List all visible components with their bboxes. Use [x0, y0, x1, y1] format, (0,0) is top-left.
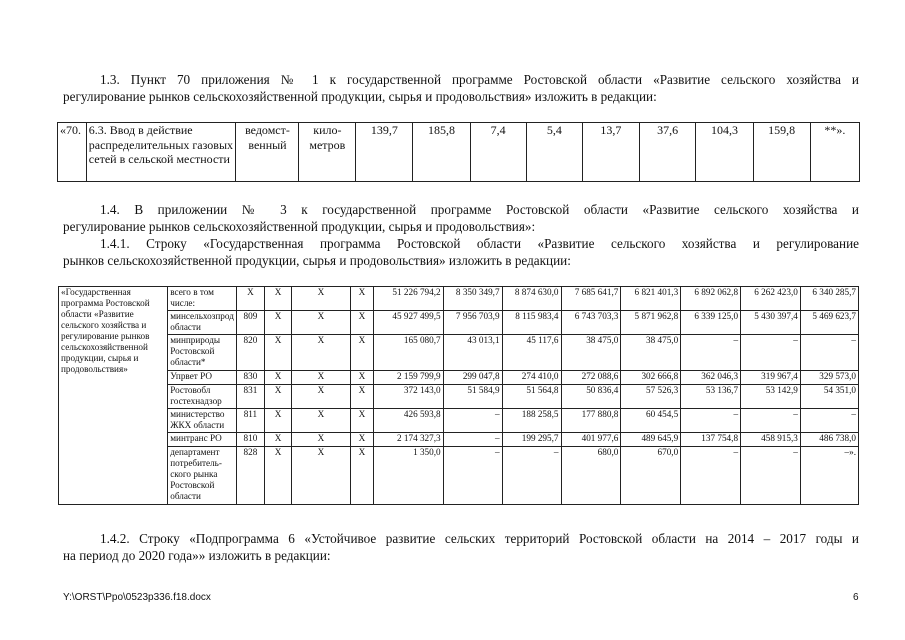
year-value-cell: – — [443, 433, 502, 447]
year-value-cell: – — [443, 447, 502, 505]
paragraph-line: 1.3. Пункт 70 приложения № 1 к государственной программе Ростовской области «Развитие сельского хозяйства и — [100, 72, 859, 87]
row-number-cell: «70. — [58, 123, 87, 182]
value-cell: 159,8 — [753, 123, 810, 182]
value-cell: 185,8 — [413, 123, 470, 182]
year-value-cell: 53 136,7 — [681, 385, 741, 409]
code-cell: 820 — [236, 335, 264, 371]
executor-cell: Упрвет РО — [168, 371, 237, 385]
value-cell: 104,3 — [696, 123, 753, 182]
paragraph-1-4-2 — [63, 530, 859, 564]
year-value-cell: – — [741, 447, 801, 505]
executor-cell: министерство ЖКХ области — [168, 409, 237, 433]
indicator-table — [57, 122, 860, 182]
value-cell: **». — [810, 123, 859, 182]
year-value-cell: – — [800, 409, 858, 433]
year-value-cell: – — [800, 335, 858, 371]
year-value-cell: 401 977,6 — [561, 433, 621, 447]
code-cell: X — [350, 409, 374, 433]
executor-cell: минтранс РО — [168, 433, 237, 447]
table-row — [59, 409, 859, 433]
year-value-cell: 8 115 983,4 — [502, 311, 561, 335]
year-value-cell: 57 526,3 — [621, 385, 681, 409]
year-value-cell: 8 350 349,7 — [443, 287, 502, 311]
executor-cell: Ростовобл гостехнадзор — [168, 385, 237, 409]
year-value-cell: 53 142,9 — [741, 385, 801, 409]
year-value-cell: 6 340 285,7 — [800, 287, 858, 311]
paragraph-line: 1.4. В приложении № 3 к государственной программе Ростовской области «Развитие сельского хозяйства и — [100, 202, 859, 217]
code-cell: X — [350, 287, 374, 311]
year-value-cell: 6 743 703,3 — [561, 311, 621, 335]
year-value-cell: 274 410,0 — [502, 371, 561, 385]
code-cell: X — [350, 385, 374, 409]
code-cell: X — [292, 371, 350, 385]
year-value-cell: 272 088,6 — [561, 371, 621, 385]
paragraph-line: 1.4.2. Строку «Подпрограмма 6 «Устойчивое развитие сельских территорий Ростовской области на 2014 – 2017 годы и — [100, 531, 859, 546]
code-cell: X — [264, 287, 291, 311]
year-value-cell: 486 738,0 — [800, 433, 858, 447]
code-cell: X — [292, 287, 350, 311]
year-value-cell: 670,0 — [621, 447, 681, 505]
program-name-cell: «Государственная программа Ростовской области «Развитие сельского хозяйства и регулирование рынков сельскохозяйственной продукции, сырья и продовольствия» — [59, 287, 168, 505]
year-value-cell: 302 666,8 — [621, 371, 681, 385]
value-cell: 37,6 — [639, 123, 696, 182]
total-value-cell: 2 159 799,9 — [374, 371, 443, 385]
total-value-cell: 1 350,0 — [374, 447, 443, 505]
year-value-cell: 489 645,9 — [621, 433, 681, 447]
code-cell: X — [264, 433, 291, 447]
code-cell: X — [350, 335, 374, 371]
table-row — [59, 335, 859, 371]
year-value-cell: 51 584,9 — [443, 385, 502, 409]
funding-table — [58, 286, 859, 505]
year-value-cell: 199 295,7 — [502, 433, 561, 447]
total-value-cell: 426 593,8 — [374, 409, 443, 433]
year-value-cell: 458 915,3 — [741, 433, 801, 447]
year-value-cell: 680,0 — [561, 447, 621, 505]
year-value-cell: – — [502, 447, 561, 505]
total-value-cell: 372 143,0 — [374, 385, 443, 409]
year-value-cell: 54 351,0 — [800, 385, 858, 409]
table-row — [58, 123, 860, 182]
executor-cell: всего в том числе: — [168, 287, 237, 311]
paragraph-line: регулирование рынков сельскохозяйственной продукции, сырья и продовольствия»: — [63, 219, 536, 234]
year-value-cell: 43 013,1 — [443, 335, 502, 371]
table-row — [59, 371, 859, 385]
file-path-footer: Y:\ORST\Ppo\0523p336.f18.docx — [63, 592, 211, 603]
indicator-type-cell: ведомст-венный — [236, 123, 299, 182]
code-cell: X — [292, 311, 350, 335]
year-value-cell: 329 573,0 — [800, 371, 858, 385]
code-cell: X — [292, 335, 350, 371]
year-value-cell: 6 821 401,3 — [621, 287, 681, 311]
executor-cell: минсельхозпрод области — [168, 311, 237, 335]
table-row — [59, 311, 859, 335]
page-number: 6 — [853, 592, 859, 603]
year-value-cell: – — [681, 409, 741, 433]
code-cell: X — [264, 335, 291, 371]
value-cell: 5,4 — [526, 123, 582, 182]
year-value-cell: 7 685 641,7 — [561, 287, 621, 311]
total-value-cell: 165 080,7 — [374, 335, 443, 371]
code-cell: X — [264, 409, 291, 433]
code-cell: X — [292, 385, 350, 409]
code-cell: 828 — [236, 447, 264, 505]
code-cell: 811 — [236, 409, 264, 433]
paragraph-line: рынков сельскохозяйственной продукции, сырья и продовольствия» изложить в редакции: — [63, 253, 571, 268]
code-cell: X — [264, 385, 291, 409]
code-cell: X — [264, 371, 291, 385]
year-value-cell: 50 836,4 — [561, 385, 621, 409]
code-cell: X — [350, 447, 374, 505]
paragraph-line: 1.4.1. Строку «Государственная программа Ростовской области «Развитие сельского хозяйства и регулирование — [100, 236, 859, 251]
year-value-cell: 45 117,6 — [502, 335, 561, 371]
table-row — [59, 433, 859, 447]
code-cell: 831 — [236, 385, 264, 409]
year-value-cell: 362 046,3 — [681, 371, 741, 385]
paragraph-1-4 — [63, 201, 859, 235]
unit-cell: кило-метров — [299, 123, 356, 182]
code-cell: 810 — [236, 433, 264, 447]
year-value-cell: 5 871 962,8 — [621, 311, 681, 335]
code-cell: X — [264, 311, 291, 335]
paragraph-1-3 — [63, 71, 859, 105]
year-value-cell: 319 967,4 — [741, 371, 801, 385]
code-cell: X — [264, 447, 291, 505]
value-cell: 13,7 — [583, 123, 640, 182]
table-row — [59, 287, 859, 311]
year-value-cell: 6 262 423,0 — [741, 287, 801, 311]
year-value-cell: – — [681, 335, 741, 371]
table-row — [59, 385, 859, 409]
year-value-cell: 38 475,0 — [621, 335, 681, 371]
table-row — [59, 447, 859, 505]
year-value-cell: 8 874 630,0 — [502, 287, 561, 311]
code-cell: 830 — [236, 371, 264, 385]
indicator-name-cell: 6.3. Ввод в действие распределительных газовых сетей в сельской местности — [86, 123, 236, 182]
year-value-cell: 6 892 062,8 — [681, 287, 741, 311]
value-cell: 7,4 — [470, 123, 526, 182]
executor-cell: минприроды Ростовской области* — [168, 335, 237, 371]
year-value-cell: 188 258,5 — [502, 409, 561, 433]
executor-cell: департамент потребитель-ского рынка Ростовской области — [168, 447, 237, 505]
year-value-cell: 38 475,0 — [561, 335, 621, 371]
year-value-cell: – — [443, 409, 502, 433]
year-value-cell: –». — [800, 447, 858, 505]
value-cell: 139,7 — [356, 123, 413, 182]
year-value-cell: 60 454,5 — [621, 409, 681, 433]
code-cell: X — [350, 371, 374, 385]
paragraph-1-4-1 — [63, 235, 859, 269]
paragraph-line: на период до 2020 года»» изложить в редакции: — [63, 548, 331, 563]
year-value-cell: 5 469 623,7 — [800, 311, 858, 335]
total-value-cell: 51 226 794,2 — [374, 287, 443, 311]
year-value-cell: 51 564,8 — [502, 385, 561, 409]
code-cell: X — [292, 433, 350, 447]
code-cell: X — [292, 447, 350, 505]
year-value-cell: 5 430 397,4 — [741, 311, 801, 335]
year-value-cell: – — [741, 335, 801, 371]
code-cell: X — [292, 409, 350, 433]
year-value-cell: 177 880,8 — [561, 409, 621, 433]
year-value-cell: 7 956 703,9 — [443, 311, 502, 335]
paragraph-line: регулирование рынков сельскохозяйственной продукции, сырья и продовольствия» изложить в редакции: — [63, 89, 657, 104]
code-cell: X — [236, 287, 264, 311]
year-value-cell: – — [681, 447, 741, 505]
year-value-cell: 299 047,8 — [443, 371, 502, 385]
year-value-cell: 137 754,8 — [681, 433, 741, 447]
total-value-cell: 2 174 327,3 — [374, 433, 443, 447]
year-value-cell: 6 339 125,0 — [681, 311, 741, 335]
code-cell: 809 — [236, 311, 264, 335]
code-cell: X — [350, 311, 374, 335]
total-value-cell: 45 927 499,5 — [374, 311, 443, 335]
code-cell: X — [350, 433, 374, 447]
year-value-cell: – — [741, 409, 801, 433]
